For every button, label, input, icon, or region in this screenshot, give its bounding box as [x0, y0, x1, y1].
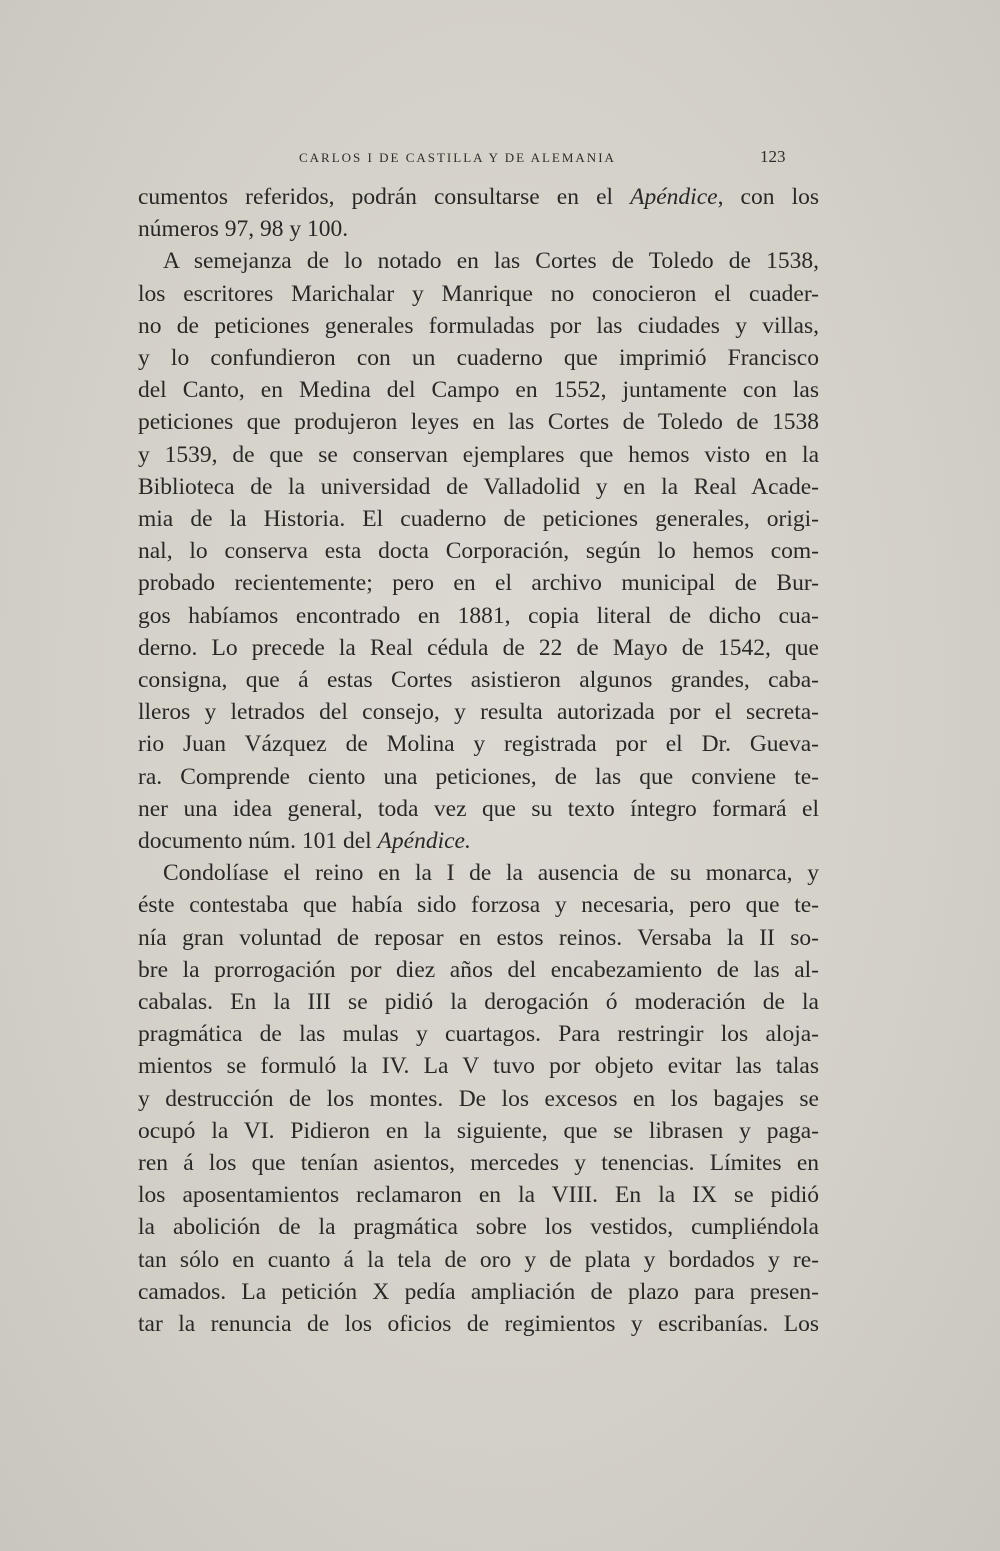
text-line-content: y destrucción de los montes. De los excesos en los bagajes se: [138, 1085, 819, 1112]
text-line: [138, 1146, 819, 1180]
text-line: [138, 953, 819, 987]
text-line-content: no de peticiones generales formuladas por las ciudades y villas,: [138, 312, 819, 339]
italic-text: Apéndice.: [377, 828, 471, 854]
text-line-content: y lo confundieron con un cuaderno que imprimió Francisco: [138, 345, 819, 371]
text-line: [138, 1210, 819, 1244]
text-line-content: cumentos referidos, podrán consultarse en el: [138, 184, 631, 210]
text-line-content: nal, lo conserva esta docta Corporación, según lo hemos com-: [138, 538, 819, 565]
text-line-content: ner una idea general, toda vez que su texto íntegro formará el: [138, 795, 819, 822]
text-line: [138, 1017, 819, 1051]
text-line-content: nía gran voluntad de reposar en estos reinos. Versaba la II so-: [138, 924, 819, 951]
text-line: [138, 695, 819, 729]
text-line-content: Condolíase el reino en la I de la ausencia de su monarca, y: [163, 860, 819, 887]
text-line: [138, 502, 819, 536]
text-line-content: Biblioteca de la universidad de Valladolid y en la Real Acade-: [138, 473, 819, 500]
text-line-content: consigna, que á estas Cortes asistieron algunos grandes, caba-: [138, 667, 819, 693]
text-line: [163, 856, 819, 890]
text-line: [163, 244, 819, 278]
text-line-content: lleros y letrados del consejo, y resulta autorizada por el secreta-: [138, 699, 819, 726]
text-line: [138, 1243, 819, 1277]
text-line-content: camados. La petición X pedía ampliación de plazo para presen-: [138, 1278, 819, 1305]
text-line-content: peticiones que produjeron leyes en las Cortes de Toledo de 1538: [138, 409, 819, 436]
text-line: [138, 1307, 819, 1341]
text-line: [138, 727, 819, 761]
text-line: [138, 309, 819, 343]
text-line-content: probado recientemente; pero en el archivo municipal de Bur-: [138, 570, 819, 597]
text-line-content: números 97, 98 y 100.: [138, 216, 349, 243]
text-line-content: los aposentamientos reclamaron en la VIII. En la IX se pidió: [138, 1182, 819, 1209]
text-line: [138, 470, 819, 504]
text-line: [138, 341, 819, 375]
text-line: [138, 566, 819, 600]
text-line: [138, 438, 819, 472]
text-line: [138, 599, 819, 633]
text-line: [138, 824, 819, 858]
text-line-content: A semejanza de lo notado en las Cortes de Toledo de 1538,: [163, 248, 819, 275]
text-line: [138, 1049, 819, 1083]
text-line-content: mia de la Historia. El cuaderno de peticiones generales, origi-: [138, 506, 819, 532]
text-line-content: tar la renuncia de los oficios de regimientos y escribanías. Los: [138, 1311, 819, 1337]
text-line: [138, 534, 819, 568]
text-line-content: la abolición de la pragmática sobre los vestidos, cumpliéndola: [138, 1214, 819, 1241]
text-line-content: y 1539, de que se conservan ejemplares que hemos visto en la: [138, 441, 819, 468]
text-line-content: del Canto, en Medina del Campo en 1552, juntamente con las: [138, 377, 819, 404]
text-line: [138, 760, 819, 794]
text-line-content: mientos se formuló la IV. La V tuvo por objeto evitar las talas: [138, 1053, 819, 1080]
text-line-content: ocupó la VI. Pidieron en la siguiente, que se librasen y paga-: [138, 1117, 819, 1144]
text-line-content: documento núm. 101 del: [138, 828, 378, 854]
text-line-content: bre la prorrogación por diez años del encabezamiento de las al-: [138, 956, 819, 983]
text-line: [138, 1178, 819, 1212]
page-number: 123: [760, 147, 786, 166]
text-line-content: ra. Comprende ciento una peticiones, de las que conviene te-: [138, 763, 819, 790]
italic-text: Apéndice: [630, 184, 718, 210]
text-line: [138, 1082, 819, 1116]
text-line: [138, 888, 819, 922]
text-line-content: los escritores Marichalar y Manrique no conocieron el cuader-: [138, 280, 819, 307]
text-line: [138, 277, 819, 311]
text-line-content: gos habíamos encontrado en 1881, copia literal de dicho cua-: [138, 602, 819, 629]
running-title: CARLOS I DE CASTILLA Y DE ALEMANIA: [299, 150, 616, 165]
text-line: [138, 663, 819, 697]
text-line: [138, 631, 819, 665]
text-line-content: tan sólo en cuanto á la tela de oro y de plata y bordados y re-: [138, 1246, 819, 1273]
text-line: [138, 1114, 819, 1148]
text-line-content: rio Juan Vázquez de Molina y registrada por el Dr. Gueva-: [138, 731, 819, 758]
text-line-content: ren á los que tenían asientos, mercedes y tenencias. Límites en: [138, 1150, 819, 1176]
text-line: [138, 405, 819, 439]
text-line-content: cabalas. En la III se pidió la derogación ó moderación de la: [138, 989, 819, 1015]
text-line: [138, 212, 819, 246]
text-line-continuation: , con los: [717, 184, 819, 210]
text-line: [138, 792, 819, 826]
text-line-content: pragmática de las mulas y cuartagos. Para restringir los aloja-: [138, 1021, 819, 1048]
text-line: [138, 985, 819, 1019]
text-line-content: derno. Lo precede la Real cédula de 22 de Mayo de 1542, que: [138, 634, 819, 661]
text-line: [138, 180, 819, 214]
text-line: [138, 921, 819, 955]
text-line: [138, 1275, 819, 1309]
text-line-content: éste contestaba que había sido forzosa y necesaria, pero que te-: [138, 892, 819, 919]
text-line: [138, 373, 819, 407]
